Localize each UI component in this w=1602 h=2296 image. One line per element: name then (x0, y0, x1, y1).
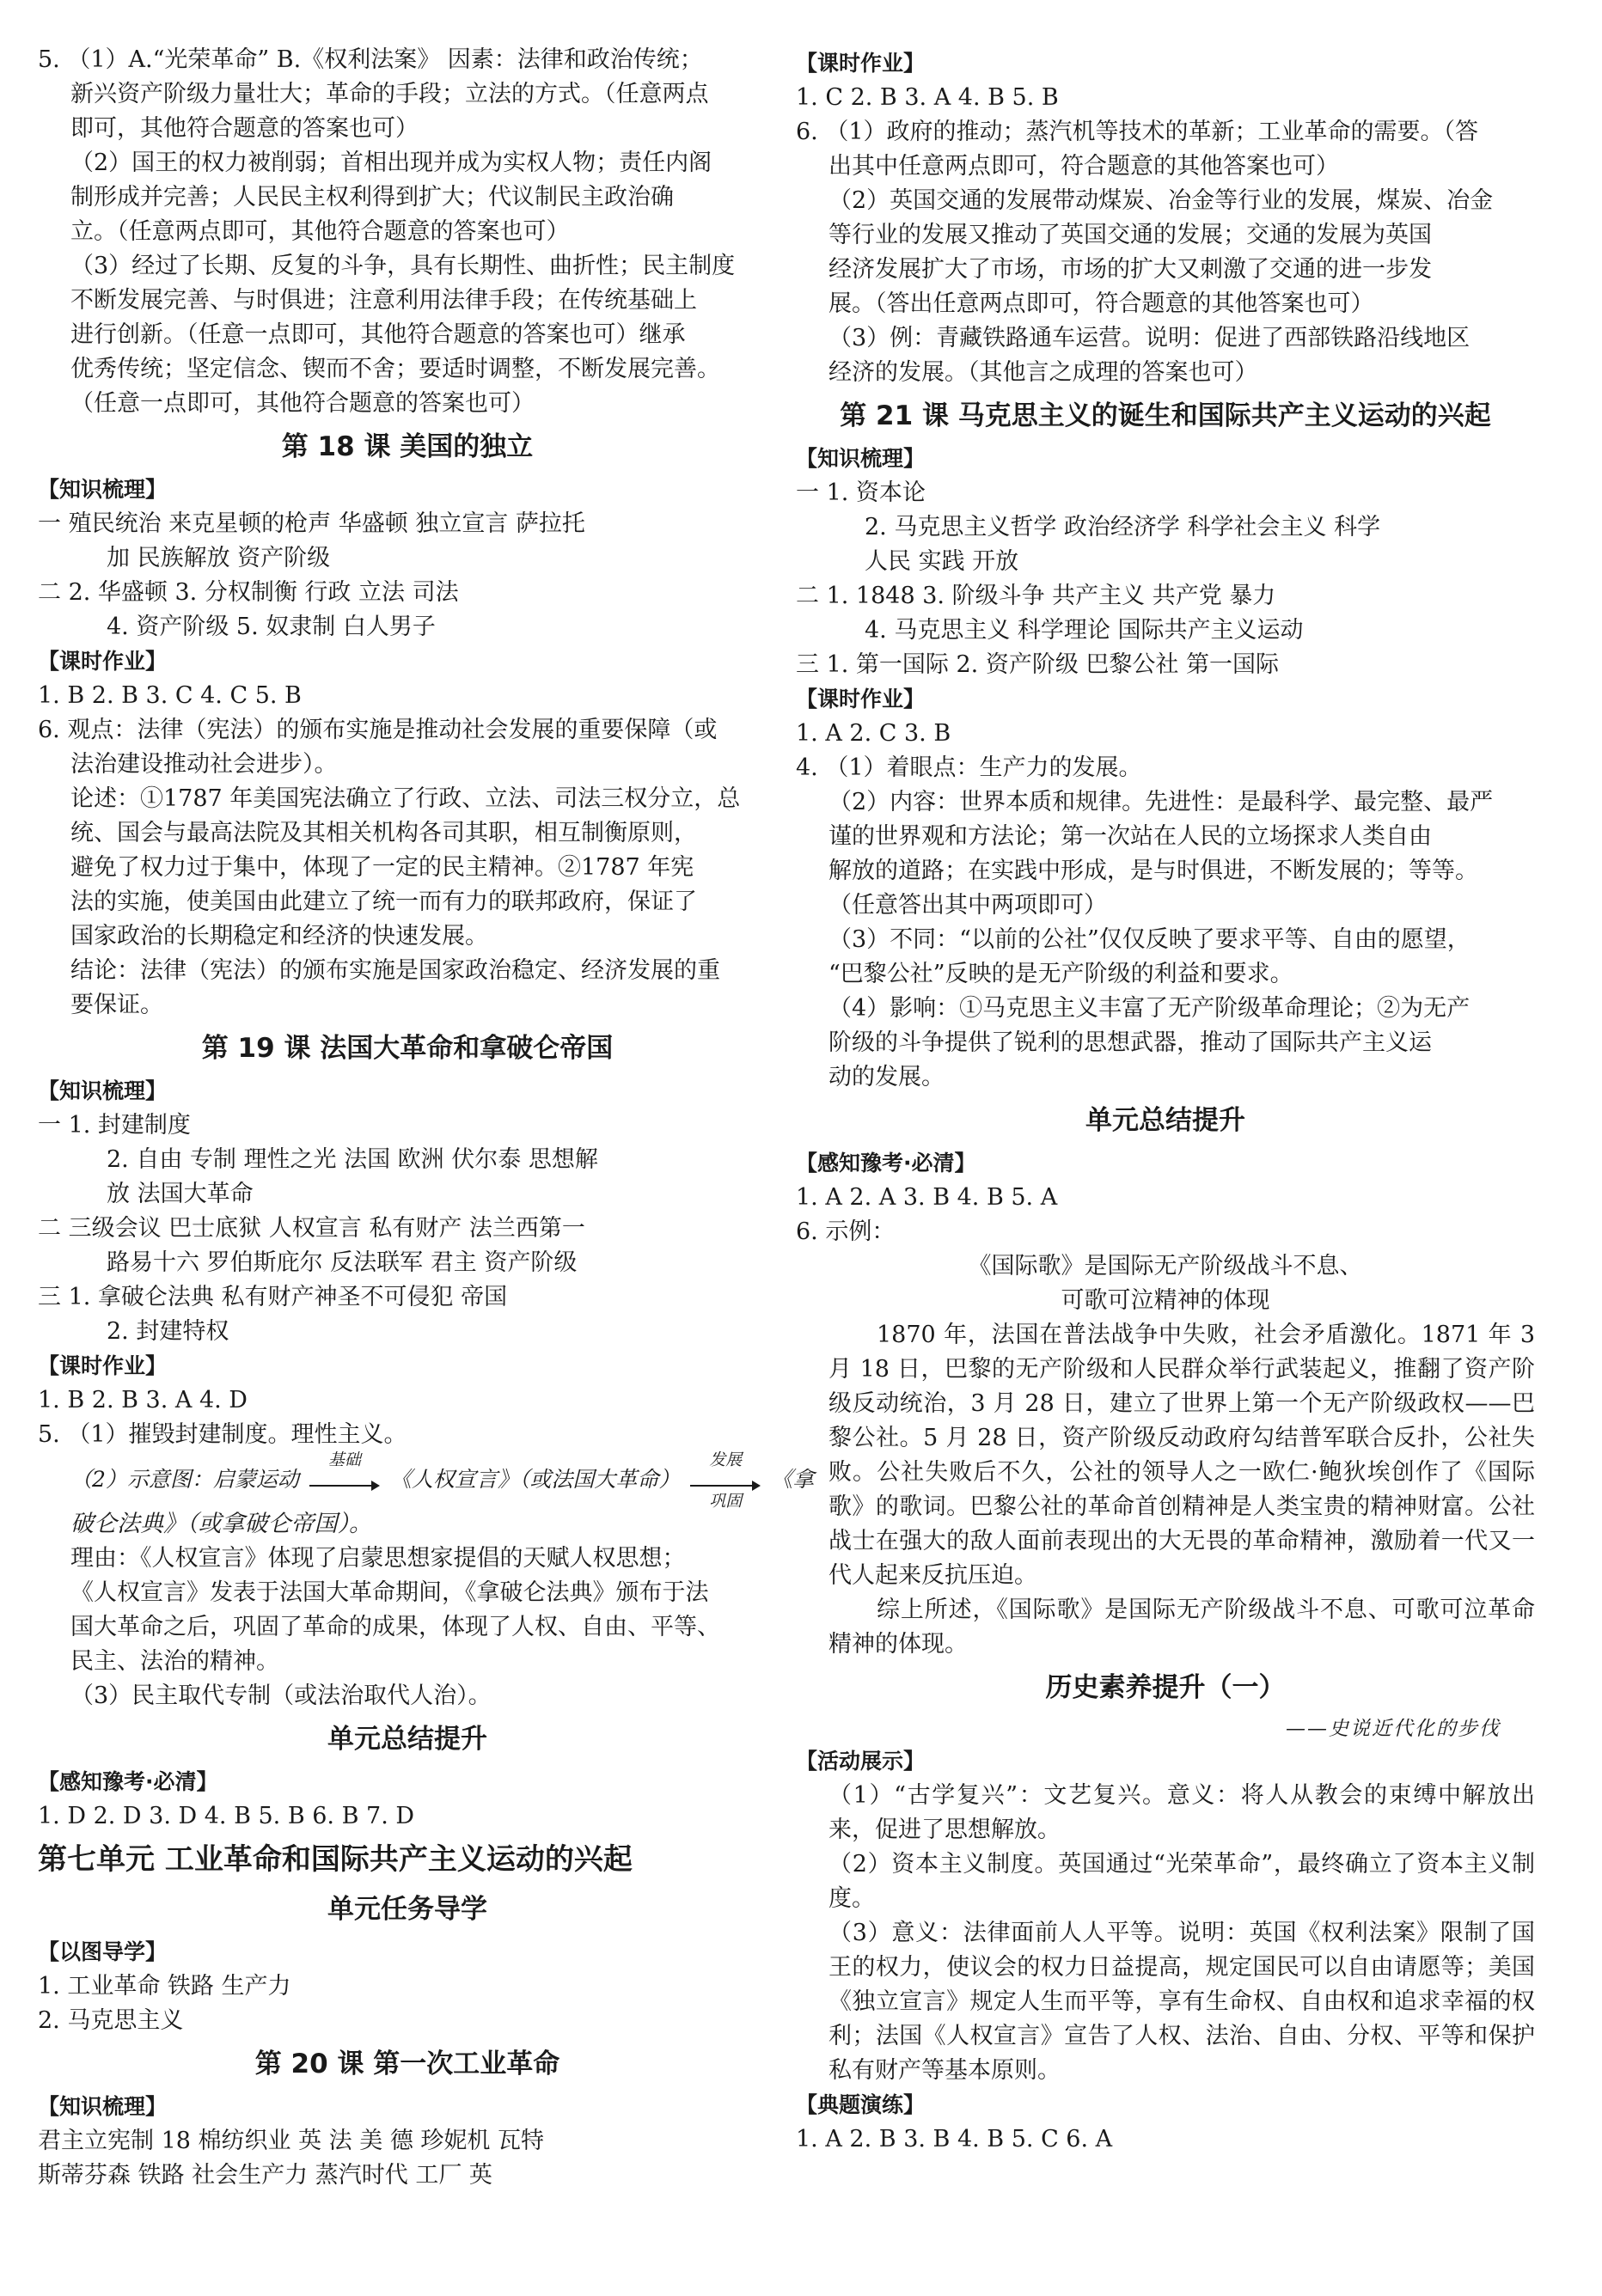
diagram-middle: 《人权宣言》（或法国大革命） (389, 1467, 681, 1492)
section-heading: 【活动展示】 (796, 1749, 926, 1774)
text-line: 谨的世界观和方法论；第一次站在人民的立场探求人类自由 (829, 823, 1432, 850)
text-line: （任意答出其中两项即可） (829, 892, 1107, 919)
answer-line: 1. A 2. A 3. B 4. B 5. A (796, 1184, 1058, 1211)
text-line: 加 民族解放 资产阶级 (107, 545, 331, 571)
section-heading: 【以图导学】 (38, 1939, 168, 1964)
essay-paragraph: 1870 年，法国在普法战争中失败，社会矛盾激化。1871 年 3 月 18 日，巴黎的无产阶级和人民群众举行武装起义，推翻了资产阶级反动统治，3 月 28 日，建立了世界上第一个无产阶级政权——巴黎公社。5 月 28 日，资产阶级反动政府勾结普军联合反扑，公社失败。公社失败后不久，公社的领导人之一欧仁·鲍狄埃创作了《国际歌》的歌词。巴黎公社的革命首创精神是人类宝贵的精神财富。公社战士在强大的敌人面前表现出的大无畏的革命精神，激励着一代又一代人起来反抗压迫。 (829, 1322, 1535, 1589)
text-line: 破仑法典》（或拿破仑帝国）。 (70, 1511, 372, 1537)
text-line: 4. （1）着眼点：生产力的发展。 (796, 754, 1142, 781)
text-line: 人民 实践 开放 (865, 548, 1019, 575)
essay-title: 《国际歌》是国际无产阶级战斗不息、 (968, 1253, 1363, 1279)
lesson-20-title: 第 20 课 第一次工业革命 (254, 2049, 560, 2079)
arrow-icon (690, 1450, 761, 1511)
text-line: 要保证。 (70, 992, 163, 1018)
text-line: 君主立宪制 18 棉纺织业 英 法 美 德 珍妮机 瓦特 (38, 2128, 545, 2154)
text-line: 一 1. 资本论 (796, 479, 926, 506)
text-line: 统、国会与最高法院及其相关机构各司其职，相互制衡原则， (70, 820, 697, 846)
section-heading: 【课时作业】 (38, 1353, 168, 1378)
section-heading: 【课时作业】 (38, 649, 168, 674)
text-line: 结论：法律（宪法）的颁布实施是国家政治稳定、经济发展的重 (70, 957, 720, 984)
text-line: 立。（任意两点即可，其他符合题意的答案也可） (70, 218, 570, 245)
section-heading: 【知识梳理】 (38, 1078, 168, 1103)
text-line: 等行业的发展又推动了英国交通的发展；交通的发展为英国 (829, 222, 1432, 248)
text-line: 出其中任意两点即可，符合题意的其他答案也可） (829, 153, 1339, 180)
text-line: 国家政治的长期稳定和经济的快速发展。 (70, 923, 488, 950)
text-line: 4. 资产阶级 5. 奴隶制 白人男子 (107, 614, 436, 640)
unit-7-title: 第七单元 工业革命和国际共产主义运动的兴起 (38, 1842, 633, 1877)
text-line: 国大革命之后，巩固了革命的成果，体现了人权、自由、平等、 (70, 1614, 720, 1640)
text-line: 展。（答出任意两点即可，符合题意的其他答案也可） (829, 290, 1374, 317)
text-line: （2）内容：世界本质和规律。先进性：是最科学、最完整、最严 (829, 789, 1494, 815)
diagram-start: （2）示意图：启蒙运动 (70, 1467, 299, 1492)
text-line: 经济的发展。（其他言之成理的答案也可） (829, 359, 1258, 386)
text-line: （2）英国交通的发展带动煤炭、冶金等行业的发展，煤炭、冶金 (829, 187, 1494, 214)
lesson-21-title: 第 21 课 马克思主义的诞生和国际共产主义运动的兴起 (840, 400, 1491, 431)
text-line: （任意一点即可，其他符合题意的答案也可） (70, 390, 535, 417)
text-line: 三 1. 第一国际 2. 资产阶级 巴黎公社 第一国际 (796, 651, 1280, 678)
arrow-label: 发展 (709, 1450, 743, 1469)
diagram-end: 《拿 (771, 1467, 815, 1492)
section-heading: 【课时作业】 (796, 687, 926, 711)
text-line: （3）民主取代专制（或法治取代人治）。 (70, 1682, 492, 1709)
text-line: 1. 工业革命 铁路 生产力 (38, 1973, 291, 2000)
text-line: （3）例：青藏铁路通车运营。说明：促进了西部铁路沿线地区 (829, 325, 1471, 351)
text-line: 经济发展扩大了市场，市场的扩大又刺激了交通的进一步发 (829, 256, 1432, 283)
essay-title: 可歌可泣精神的体现 (1061, 1287, 1270, 1314)
text-line: 新兴资产阶级力量壮大；革命的手段；立法的方式。（任意两点 (70, 81, 709, 107)
answer-line: 1. D 2. D 3. D 4. B 5. B 6. B 7. D (38, 1803, 415, 1829)
text-line: 路易十六 罗伯斯庇尔 反法联军 君主 资产阶级 (107, 1249, 578, 1276)
flow-diagram (38, 1450, 815, 1511)
section-heading: 【知识梳理】 (38, 2094, 168, 2119)
text-line: 6. 示例： (796, 1218, 896, 1245)
text-line: 理由：《人权宣言》体现了启蒙思想家提倡的天赋人权思想； (70, 1545, 686, 1572)
text-line: 二 三级会议 巴士底狱 人权宣言 私有财产 法兰西第一 (38, 1215, 585, 1242)
literacy-subtitle: ——史说近代化的步伐 (1286, 1718, 1501, 1740)
text-line: “巴黎公社”反映的是无产阶级的利益和要求。 (829, 961, 1293, 987)
text-line: 6. 观点：法律（宪法）的颁布实施是推动社会发展的重要保障（或 (38, 717, 718, 743)
section-heading: 【课时作业】 (796, 51, 926, 76)
answer-line: 1. B 2. B 3. A 4. D (38, 1387, 248, 1414)
q5-part3 (38, 249, 777, 421)
text-line: 即可，其他符合题意的答案也可） (70, 115, 419, 142)
text-paragraph: （2）资本主义制度。英国通过“光荣革命”，最终确立了资本主义制度。 (829, 1851, 1535, 1912)
text-line: 5. （1）摧毁封建制度。理性主义。 (38, 1421, 407, 1448)
left-column (38, 43, 815, 2193)
essay-paragraph: 综上所述，《国际歌》是国际无产阶级战斗不息、可歌可泣革命精神的体现。 (829, 1597, 1535, 1658)
text-line: 三 1. 拿破仑法典 私有财产神圣不可侵犯 帝国 (38, 1284, 508, 1310)
text-line: 5. （1）A.“光荣革命” B.《权利法案》 因素：法律和政治传统； (38, 46, 703, 73)
text-line: 民主、法治的精神。 (70, 1648, 279, 1675)
text-line: 进行创新。（任意一点即可，其他符合题意的答案也可）继承 (70, 321, 686, 348)
text-line: 6. （1）政府的推动；蒸汽机等技术的革新；工业革命的需要。（答 (796, 119, 1479, 145)
text-line: 二 2. 华盛顿 3. 分权制衡 行政 立法 司法 (38, 579, 459, 606)
text-line: 斯蒂芬森 铁路 社会生产力 蒸汽时代 工厂 英 (38, 2162, 492, 2189)
arrow-label: 巩固 (709, 1491, 743, 1511)
arrow-label: 基础 (327, 1450, 361, 1469)
text-line: 一 1. 封建制度 (38, 1112, 191, 1139)
literacy-title: 历史素养提升（一） (1045, 1672, 1286, 1703)
lesson-19-title: 第 19 课 法国大革命和拿破仑帝国 (201, 1033, 614, 1064)
text-line: 制形成并完善；人民民主权利得到扩大；代议制民主政治确 (70, 184, 674, 211)
answer-line: 1. A 2. B 3. B 4. B 5. C 6. A (796, 2126, 1113, 2152)
text-line: 二 1. 1848 3. 阶级斗争 共产主义 共产党 暴力 (796, 583, 1276, 609)
text-line: 法治建设推动社会进步）。 (70, 751, 338, 778)
unit-summary-title: 单元总结提升 (327, 1724, 487, 1755)
text-line: 《人权宣言》发表于法国大革命期间，《拿破仑法典》颁布于法 (70, 1579, 709, 1606)
q5-part1 (38, 43, 777, 146)
q5-part2 (38, 146, 777, 249)
text-line: 2. 马克思主义哲学 政治经济学 科学社会主义 科学 (865, 514, 1381, 540)
text-line: 不断发展完善、与时俱进；注意利用法律手段；在传统基础上 (70, 287, 697, 314)
text-line: 论述：①1787 年美国宪法确立了行政、立法、司法三权分立，总 (70, 785, 741, 812)
text-line: 4. 马克思主义 科学理论 国际共产主义运动 (865, 617, 1304, 644)
answer-line: 1. C 2. B 3. A 4. B 5. B (796, 84, 1059, 111)
section-heading: 【感知豫考·必清】 (38, 1769, 218, 1794)
text-line: 阶级的斗争提供了锐利的思想武器，推动了国际共产主义运 (829, 1029, 1432, 1056)
text-line: 法的实施，使美国由此建立了统一而有力的联邦政府，保证了 (70, 888, 697, 915)
text-line: （3）不同：“以前的公社”仅仅反映了要求平等、自由的愿望， (829, 926, 1471, 953)
lesson-18-title: 第 18 课 美国的独立 (281, 431, 534, 462)
text-line: 2. 马克思主义 (38, 2007, 184, 2034)
text-line: 2. 自由 专制 理性之光 法国 欧洲 伏尔泰 思想解 (107, 1146, 598, 1173)
right-column (796, 46, 1535, 2157)
arrow-icon (309, 1450, 380, 1490)
section-heading: 【知识梳理】 (796, 446, 926, 471)
text-line: 解放的道路；在实践中形成，是与时俱进，不断发展的；等等。 (829, 858, 1478, 884)
text-line: 放 法国大革命 (107, 1181, 254, 1207)
text-line: （3）经过了长期、反复的斗争，具有长期性、曲折性；民主制度 (70, 253, 736, 279)
text-paragraph: （3）意义：法律面前人人平等。说明：英国《权利法案》限制了国王的权力，使议会的权力日益提高，规定国民可以自由请愿等；美国《独立宣言》规定人生而平等，享有生命权、自由权和追求幸福的权利；法国《人权宣言》宣告了人权、法治、自由、分权、平等和保护私有财产等基本原则。 (829, 1920, 1535, 2084)
text-line: 避免了权力过于集中，体现了一定的民主精神。②1787 年宪 (70, 854, 694, 881)
answer-line: 1. A 2. C 3. B (796, 720, 951, 747)
section-heading: 【典题演练】 (796, 2092, 926, 2117)
unit-guide-title: 单元任务导学 (327, 1894, 487, 1925)
unit-summary-title: 单元总结提升 (1085, 1105, 1245, 1136)
text-line: （4）影响：①马克思主义丰富了无产阶级革命理论；②为无产 (829, 995, 1471, 1022)
text-line: 优秀传统；坚定信念、锲而不舍；要适时调整，不断发展完善。 (70, 356, 720, 382)
text-line: 动的发展。 (829, 1064, 945, 1090)
answer-line: 1. B 2. B 3. C 4. C 5. B (38, 682, 302, 709)
section-heading: 【感知豫考·必清】 (796, 1151, 976, 1175)
text-line: 一 殖民统治 来克星顿的枪声 华盛顿 独立宣言 萨拉托 (38, 510, 585, 537)
text-line: 2. 封建特权 (107, 1318, 229, 1345)
section-heading: 【知识梳理】 (38, 477, 168, 502)
text-line: （2）国王的权力被削弱；首相出现并成为实权人物；责任内阁 (70, 150, 712, 176)
text-paragraph: （1）“古学复兴”：文艺复兴。意义：将人从教会的束缚中解放出来，促进了思想解放。 (829, 1782, 1535, 1843)
